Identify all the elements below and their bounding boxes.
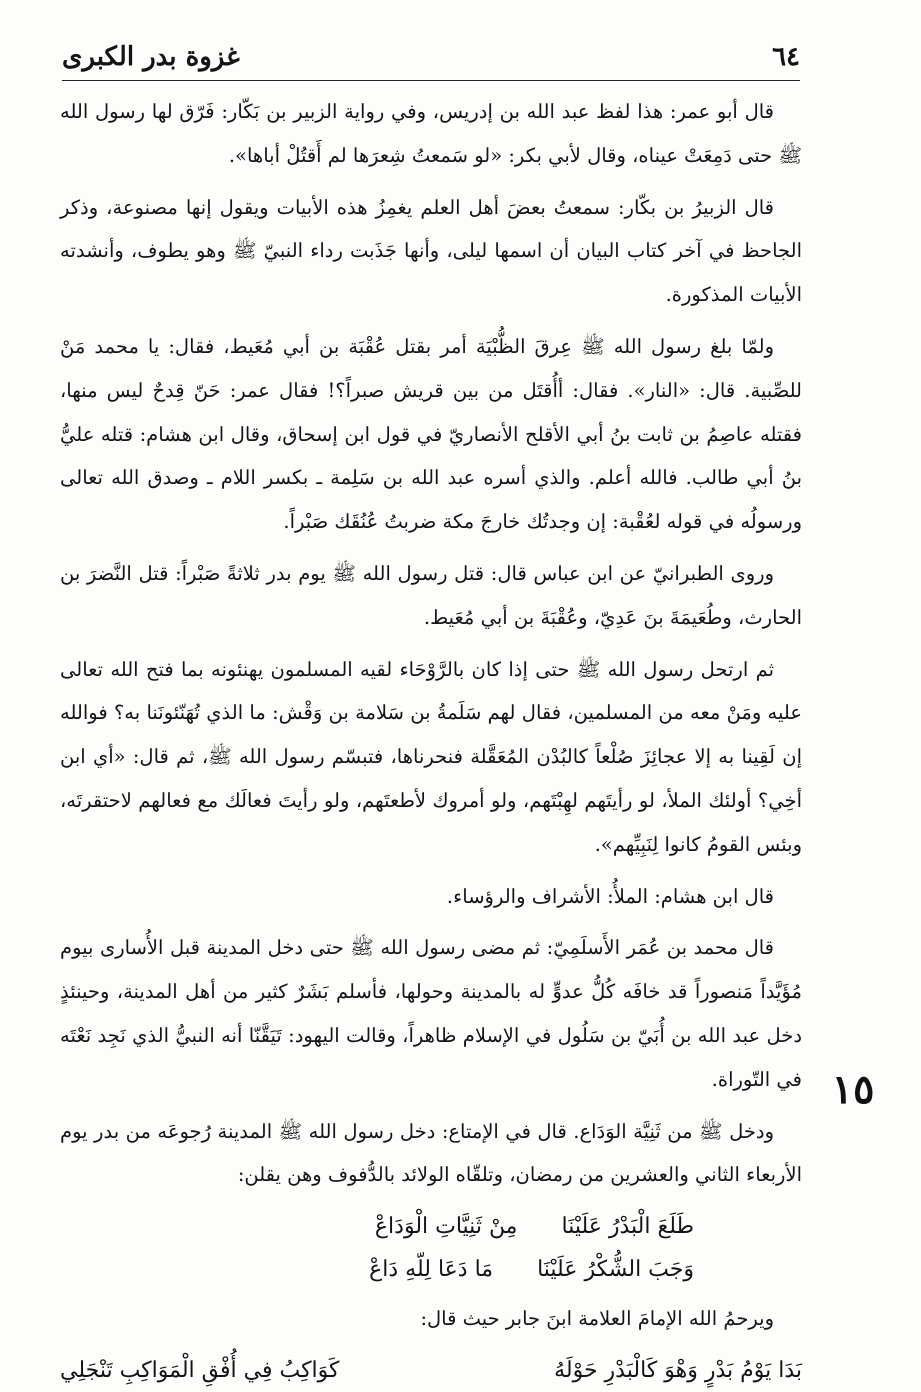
- page-body: [60, 90, 802, 1392]
- paragraph: قال ابن هشام: الملأُ: الأشراف والرؤساء.: [446, 884, 774, 908]
- verse-second-hemistich: مَا دَعَا لِلّهِ دَاعْ: [369, 1257, 494, 1283]
- paragraph: قال الزبيرُ بن بكّار: سمعتُ بعضَ أهل العلم يغمِزُ هذه الأبيات ويقول إنها مصنوعة، وذكر الجاحظ في آخر كتاب البيان أن اسمها ليلى، وأنها جَذَبت رداء النبيّ ﷺ وهو يطوف، وأنشدته الأبيات المذكورة.: [60, 195, 802, 307]
- verse-second-hemistich: مِنْ ثَنِيَّاتِ الْوَدَاعْ: [374, 1214, 518, 1240]
- paragraph: ولمّا بلغ رسول الله ﷺ عِرقَ الظُّبْيَة أمر بقتل عُقْبَة بن أبي مُعَيط، فقال: يا محمد مَنْ للصِّبية. قال: «النار». فقال: أأُقتَل من بين قريش صبراً؟! فقال عمر: حَنّ قِدحٌ ليس منها، فقتله عاصِمُ بن ثابت بنُ أبي الأقلح الأنصاريّ في قول ابن إسحاق، وقال ابن هشام: قتله عليُّ بنُ أبي طالب. فالله أعلم. والذي أسره عبد الله بن سَلِمة ـ بكسر اللام ـ وصدق الله تعالى ورسولُه في قوله لعُقْبة: إن وجدتُك خارجَ مكة ضربتُ عُنُقَك صَبْراً.: [60, 334, 802, 534]
- verse-second-hemistich: كَوَاكِبُ فِي أُفْقِ الْمَوَاكِبِ تَنْجَلِي: [60, 1357, 340, 1383]
- header-rule: [62, 80, 800, 81]
- verse-first-hemistich: طَلَعَ الْبَدْرُ عَلَيْنَا: [561, 1214, 694, 1240]
- poem-verse: [60, 1248, 802, 1291]
- page-number: ٦٤: [772, 42, 800, 72]
- poem-verse: [60, 1205, 802, 1248]
- verse-first-hemistich: بَدَا يَوْمُ بَدْرٍ وَهْوَ كَالْبَدْرِ حَوْلَهُ: [554, 1357, 802, 1383]
- closing-intro: ويرحمُ الله الإمامَ العلامة ابنَ جابر حيث قال:: [420, 1307, 774, 1331]
- paragraph: قال محمد بن عُمَر الأَسلَمِيّ: ثم مضى رسول الله ﷺ حتى دخل المدينة قبل الأُسارى بيوم مُؤَيَّداً مَنصوراً قد خافَه كُلُّ عدوٍّ له بالمدينة وحولها، فأسلم بَشَرٌ كثير من أهل المدينة، وحينئذٍ دخل عبد الله بن أُبَيّ بن سَلُول في الإسلام ظاهراً، وقالت اليهود: تَيَقَّنّا أنه النبيُّ الذي نَجِد نَعْتَه في التّوراة.: [60, 936, 802, 1091]
- paragraph: ثم ارتحل رسول الله ﷺ حتى إذا كان بالرَّوْحَاء لقيه المسلمون يهنئونه بما فتح الله تعالى عليه ومَنْ معه من المسلمين، فقال لهم سَلَمةُ بن سَلامة بن وَقْش: ما الذي تُهَنّئونَنا به؟ فوالله إن لَقِينا به إلا عجائِزَ صُلْعاً كالبُدْن المُعَقَّلة فنحرناها، فتبسّم رسول الله ﷺ، ثم قال: «أي ابن أخِي؟ أولئك الملأ، لو رأيتَهم لهِبْتَهم، ولو أمروك لأطعتَهم، ولو رأيتَ فعالَك مع فعالهم لاحتقرتَه، وبئس القومُ كانوا لِنَبِيِّهم».: [60, 657, 802, 856]
- page-header: [62, 36, 800, 78]
- margin-note: ١٥: [831, 1066, 875, 1113]
- paragraph: قال أبو عمر: هذا لفظ عبد الله بن إدريس، وفي رواية الزبير بن بَكّار: فَرّق لها رسول الله ﷺ حتى دَمِعَتْ عيناه، وقال لأبي بكر: «لو سَمعتُ شِعرَها لم أَقتُلْ أباها».: [60, 100, 802, 167]
- closing-verse: [60, 1349, 802, 1392]
- paragraph: وروى الطبرانيّ عن ابن عباس قال: قتل رسول الله ﷺ يوم بدر ثلاثةً صَبْراً: قتل النَّضرَ بن الحارث، وطُعَيمَةَ بنَ عَدِيّ، وعُقْبَةَ بن أبي مُعَيط.: [60, 561, 802, 629]
- paragraph: ودخل ﷺ من ثَنِيَّة الوَدَاع. قال في الإمتاع: دخل رسول الله ﷺ المدينة رُجوعَه من بدر يوم الأربعاء الثاني والعشرين من رمضان، وتلقّاه الولائد بالدُّفوف وهن يقلن:: [60, 1119, 802, 1187]
- verse-first-hemistich: وَجَبَ الشُّكْرُ عَلَيْنَا: [537, 1257, 694, 1283]
- running-title: غزوة بدر الكبرى: [62, 42, 240, 72]
- poem: [60, 1205, 802, 1291]
